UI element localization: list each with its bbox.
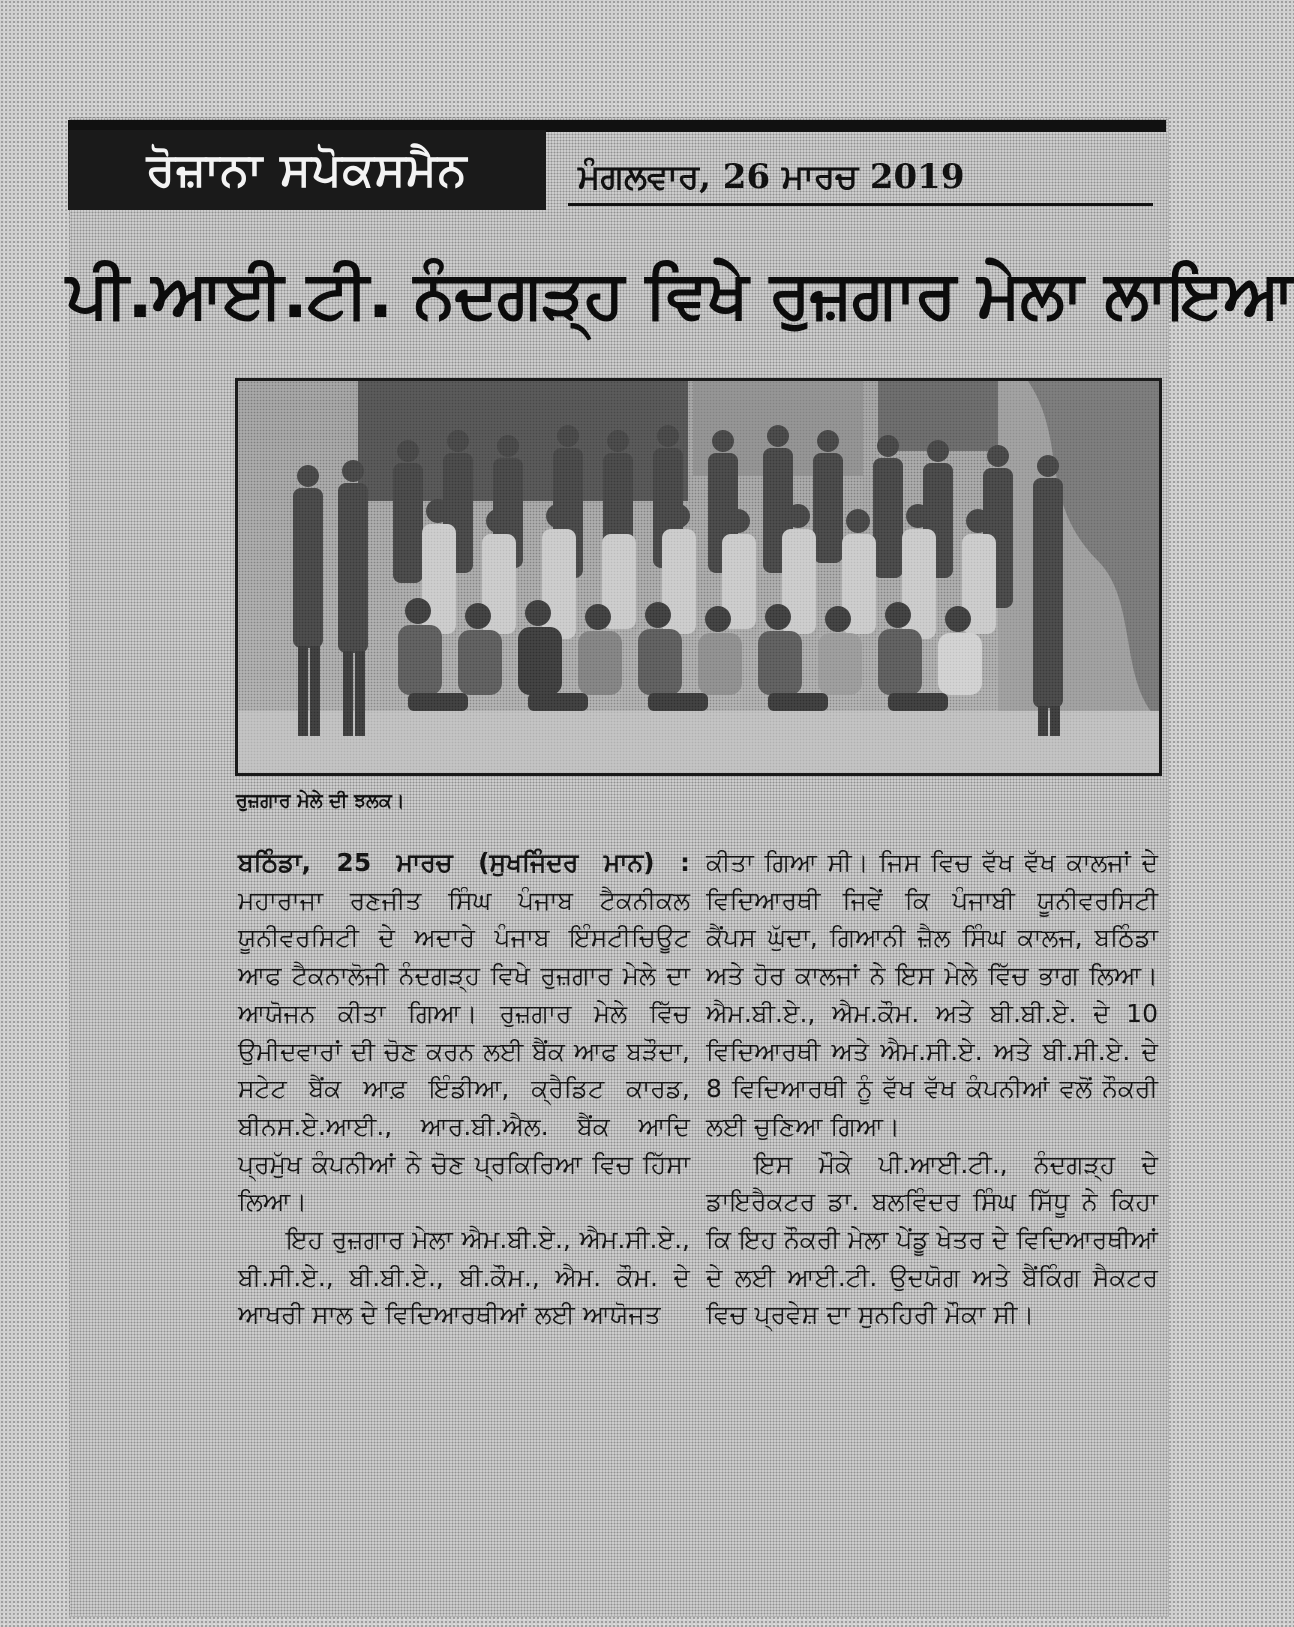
article-paragraph-1-text: ਮਹਾਰਾਜਾ ਰਣਜੀਤ ਸਿੰਘ ਪੰਜਾਬ ਟੈਕਨੀਕਲ ਯੂਨੀਵਰਸਿਟੀ ਦੇ ਅਦਾਰੇ ਪੰਜਾਬ ਇੰਸਟੀਚਿਊਟ ਆਫ ਟੈਕਨਾਲੋਜੀ ਨੰਦਗੜ੍ਹ ਵਿਖੇ ਰੁਜ਼ਗਾਰ ਮੇਲੇ ਦਾ ਆਯੋਜਨ ਕੀਤਾ ਗਿਆ। ਰੁਜ਼ਗਾਰ ਮੇਲੇ ਵਿੱਚ ਉਮੀਦਵਾਰਾਂ ਦੀ ਚੋਣ ਕਰਨ ਲਈ ਬੈਂਕ ਆਫ ਬੜੌਦਾ, ਸਟੇਟ ਬੈਂਕ ਆਫ਼ ਇੰਡੀਆ, ਕ੍ਰੈਡਿਟ ਕਾਰਡ, ਬੀਨਸ.ਏ.ਆਈ., ਆਰ.ਬੀ.ਐਲ. ਬੈਂਕ ਆਦਿ ਪ੍ਰਮੁੱਖ ਕੰਪਨੀਆਂ ਨੇ ਚੋਣ ਪ੍ਰਕਿਰਿਆ ਵਿਚ ਹਿੱਸਾ ਲਿਆ। — [238, 885, 690, 1217]
article-paragraph-3: ਇਸ ਮੌਕੇ ਪੀ.ਆਈ.ਟੀ., ਨੰਦਗੜ੍ਹ ਦੇ ਡਾਇਰੈਕਟਰ ਡਾ. ਬਲਵਿੰਦਰ ਸਿੰਘ ਸਿੱਧੂ ਨੇ ਕਿਹਾ ਕਿ ਇਹ ਨੌਕਰੀ ਮੇਲਾ ਪੇਂਡੂ ਖੇਤਰ ਦੇ ਵਿਦਿਆਰਥੀਆਂ ਦੇ ਲਈ ਆਈ.ਟੀ. ਉਦਯੋਗ ਅਤੇ ਬੈਂਕਿੰਗ ਸੈਕਟਰ ਵਿਚ ਪ੍ਰਵੇਸ਼ ਦਾ ਸੁਨਹਿਰੀ ਮੌਕਾ ਸੀ। — [706, 1149, 1158, 1330]
article-column-left — [238, 844, 690, 1604]
masthead — [68, 120, 1166, 212]
article-dateline: ਬਠਿੰਡਾ, 25 ਮਾਰਚ (ਸੁਖਜਿੰਦਰ ਮਾਨ) : — [238, 848, 690, 877]
article-paragraph-1 — [238, 844, 690, 1221]
article-paragraph-2-right: ਕੀਤਾ ਗਿਆ ਸੀ। ਜਿਸ ਵਿਚ ਵੱਖ ਵੱਖ ਕਾਲਜਾਂ ਦੇ ਵਿਦਿਆਰਥੀ ਜਿਵੇਂ ਕਿ ਪੰਜਾਬੀ ਯੂਨੀਵਰਸਿਟੀ ਕੈਂਪਸ ਘੁੱਦਾ, ਗਿਆਨੀ ਜ਼ੈਲ ਸਿੰਘ ਕਾਲਜ, ਬਠਿੰਡਾ ਅਤੇ ਹੋਰ ਕਾਲਜਾਂ ਨੇ ਇਸ ਮੇਲੇ ਵਿੱਚ ਭਾਗ ਲਿਆ। ਐਮ.ਬੀ.ਏ., ਐਮ.ਕੌਮ. ਅਤੇ ਬੀ.ਬੀ.ਏ. ਦੇ 10 ਵਿਦਿਆਰਥੀ ਅਤੇ ਐਮ.ਸੀ.ਏ. ਅਤੇ ਬੀ.ਸੀ.ਏ. ਦੇ 8 ਵਿਦਿਆਰਥੀ ਨੂੰ ਵੱਖ ਵੱਖ ਕੰਪਨੀਆਂ ਵਲੋਂ ਨੌਕਰੀ ਲਈ ਚੁਣਿਆ ਗਿਆ। — [706, 848, 1158, 1141]
newspaper-logo: ਰੋਜ਼ਾਨਾ ਸਪੋਕਸਮੈਨ — [68, 130, 546, 210]
article-headline: ਪੀ.ਆਈ.ਟੀ. ਨੰਦਗੜ੍ਹ ਵਿਖੇ ਰੁਜ਼ਗਾਰ ਮੇਲਾ ਲਾਇਆ — [66, 255, 1294, 333]
issue-date: ਮੰਗਲਵਾਰ, 26 ਮਾਰਚ 2019 — [568, 150, 1153, 206]
article-paragraph-2-left: ਇਹ ਰੁਜ਼ਗਾਰ ਮੇਲਾ ਐਮ.ਬੀ.ਏ., ਐਮ.ਸੀ.ਏ., ਬੀ.ਸੀ.ਏ., ਬੀ.ਬੀ.ਏ., ਬੀ.ਕੌਮ., ਐਮ. ਕੌਮ. ਦੇ ਆਖਰੀ ਸਾਲ ਦੇ ਵਿਦਿਆਰਥੀਆਂ ਲਈ ਆਯੋਜਤ — [238, 1225, 690, 1330]
photo-caption: ਰੁਜ਼ਗਾਰ ਮੇਲੇ ਦੀ ਝਲਕ। — [236, 790, 405, 812]
group-photo-image — [238, 381, 1159, 773]
group-photo — [235, 378, 1162, 776]
article-column-right — [706, 844, 1158, 1604]
